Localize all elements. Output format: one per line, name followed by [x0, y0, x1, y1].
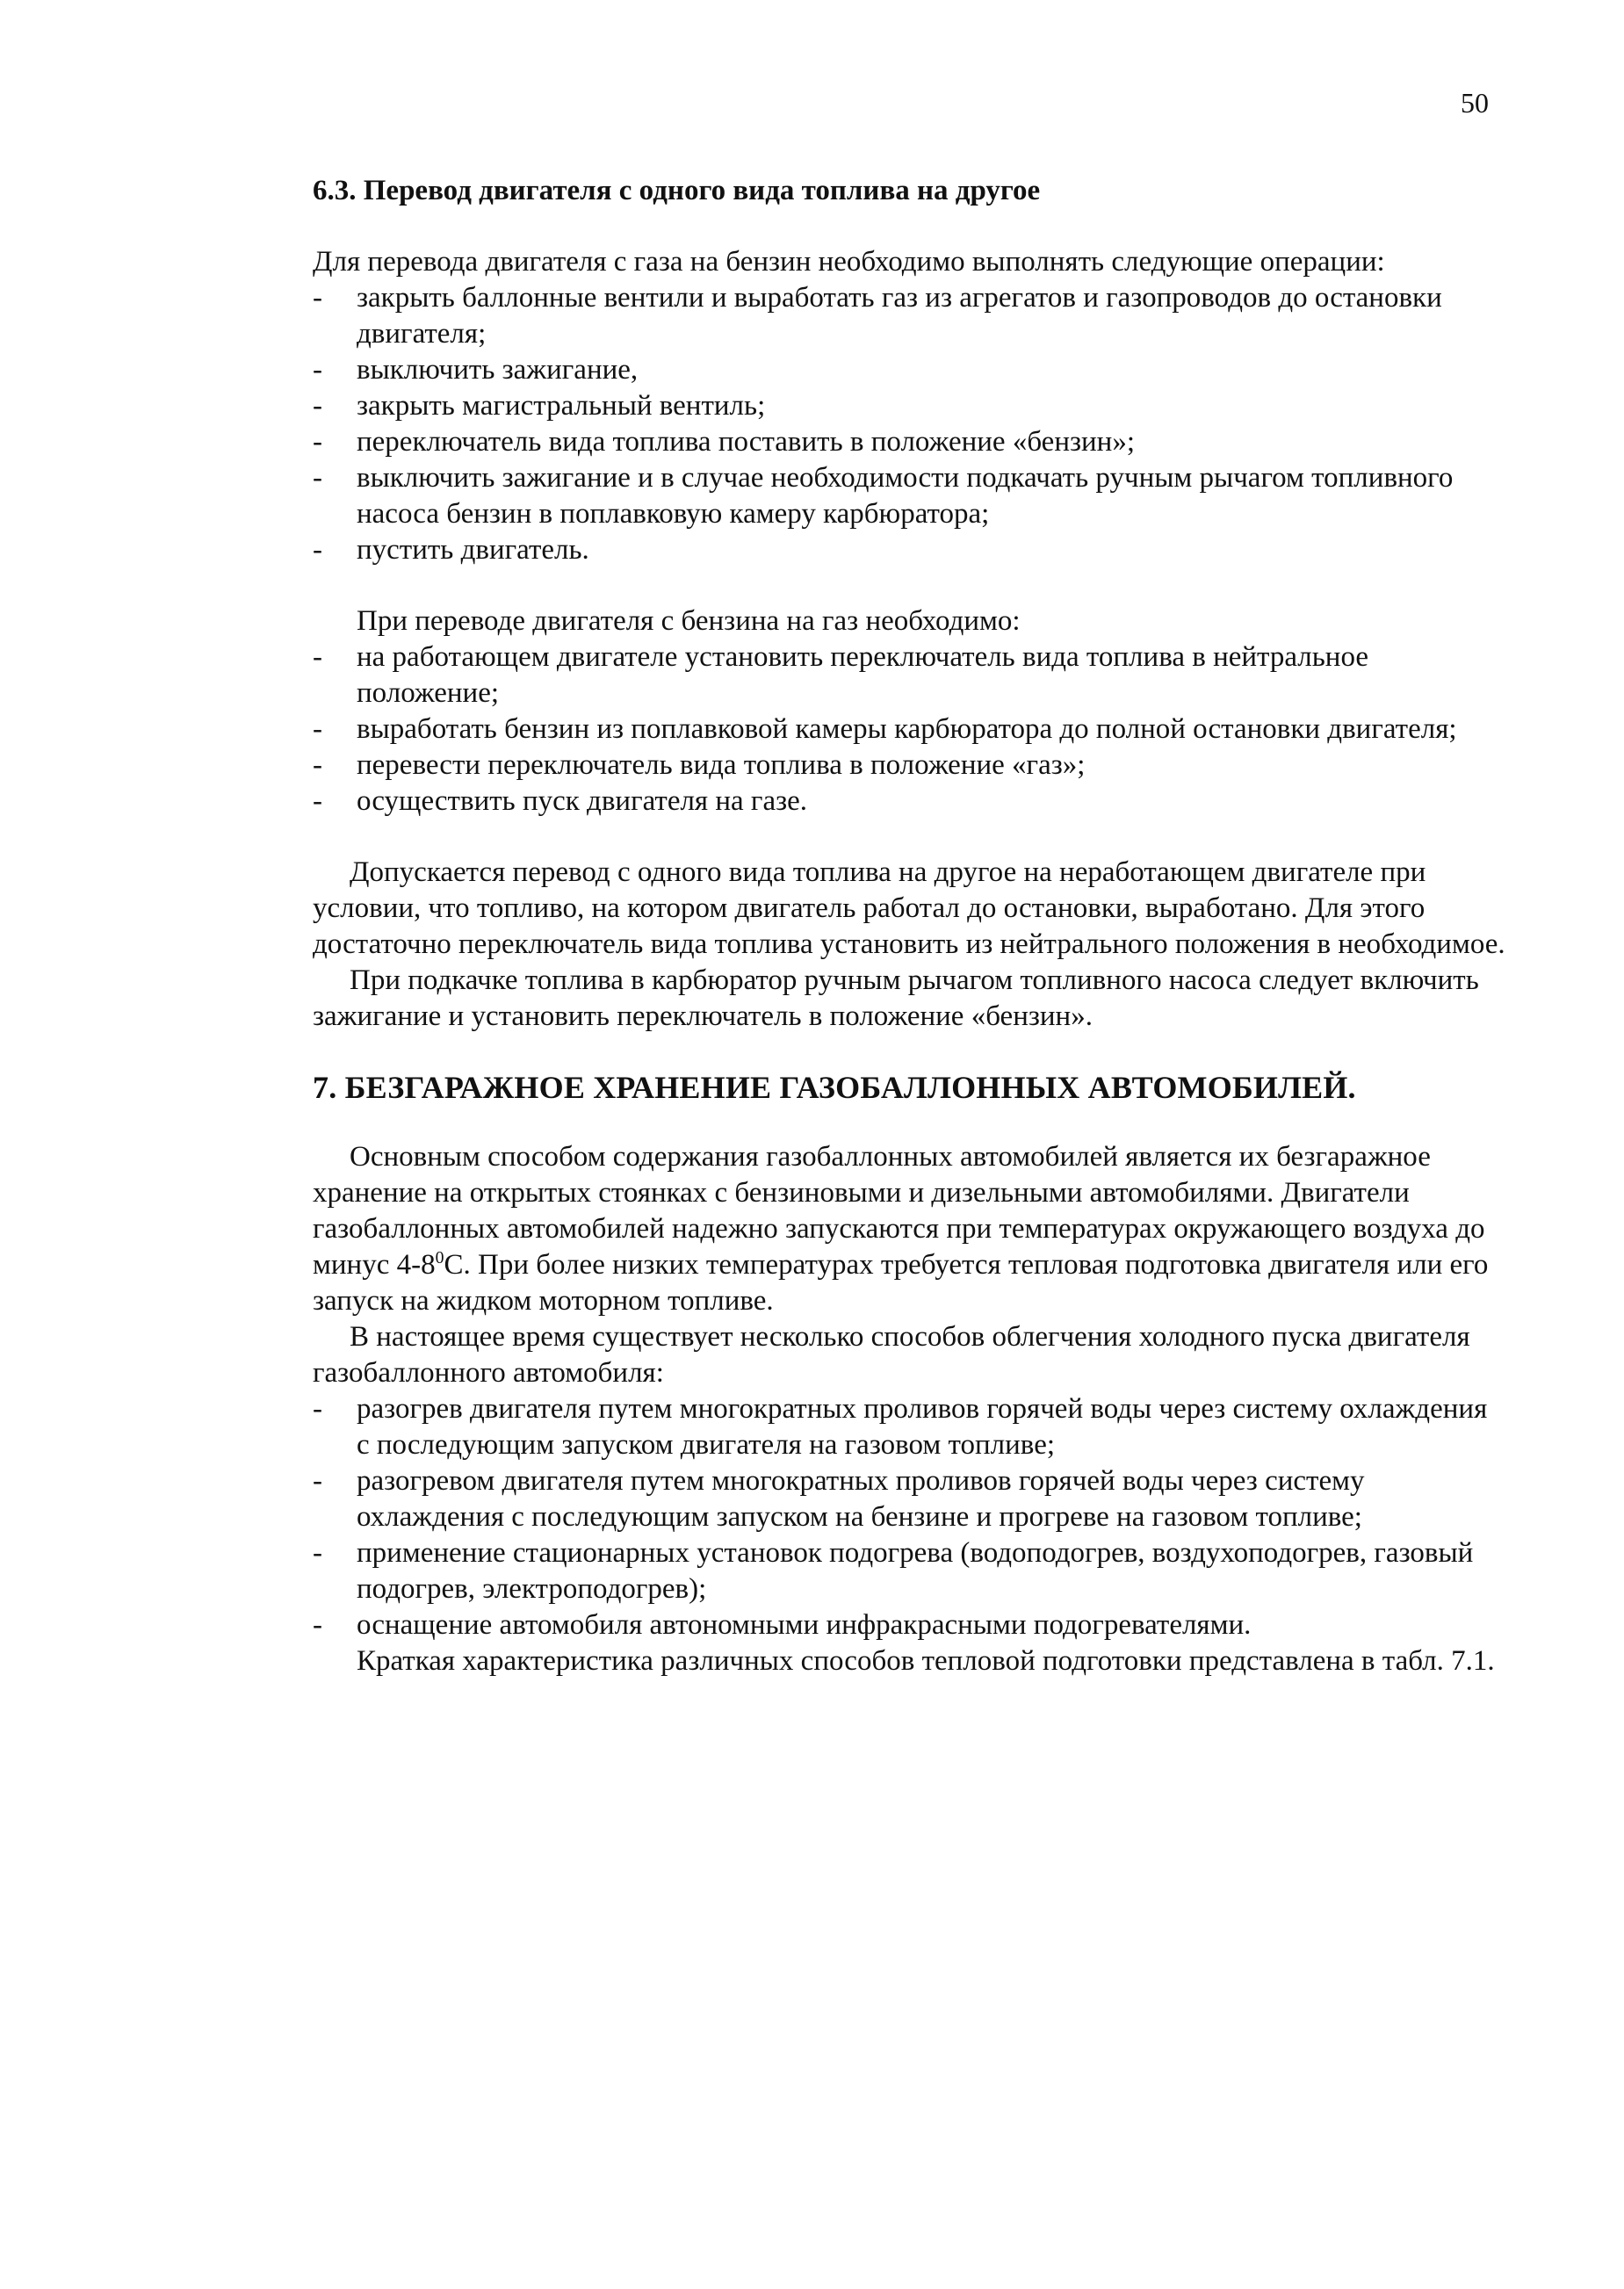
- cold-start-methods: [313, 1391, 1507, 1643]
- paragraph-text: Основным способом содержания газобаллонных автомобилей является их безгаражное хранение на открытых стоянках с бензиновыми и дизельными автомобилями. Двигатели газобаллонных автомобилей надежно запускаются при температурах окружающего воздуха до минус 4-8: [313, 1141, 1485, 1281]
- list-item: [313, 460, 1507, 532]
- section-7-closing: Краткая характеристика различных способов тепловой подготовки представлена в табл. 7.1.: [357, 1645, 1495, 1677]
- dash-bullet: -: [313, 1393, 322, 1425]
- list-item: [313, 747, 1507, 783]
- list-item-text: выключить зажигание,: [357, 354, 639, 386]
- dash-bullet: -: [313, 713, 322, 745]
- list-item-text: на работающем двигателе установить переключатель вида топлива в нейтральное положение;: [357, 641, 1369, 709]
- list-item: [313, 1535, 1507, 1607]
- list-item-text: разогревом двигателя путем многократных проливов горячей воды через систему охлаждения с последующим запуском на бензине и прогреве на газовом топливе;: [357, 1465, 1365, 1533]
- gas-to-petrol-steps: [313, 280, 1507, 568]
- dash-bullet: -: [313, 534, 322, 566]
- list-item-text: разогрев двигателя путем многократных проливов горячей воды через систему охлаждения с последующим запуском двигателя на газовом топливе;: [357, 1393, 1488, 1461]
- dash-bullet: -: [313, 1537, 322, 1569]
- list-item: [313, 388, 1507, 424]
- list-item: [313, 1607, 1507, 1643]
- list-item-text: выключить зажигание и в случае необходимости подкачать ручным рычагом топливного насоса бензин в поплавковую камеру карбюратора;: [357, 462, 1454, 530]
- list-item: [313, 711, 1507, 747]
- petrol-to-gas-steps: [313, 639, 1507, 820]
- dash-bullet: -: [313, 354, 322, 386]
- dash-bullet: -: [313, 282, 322, 314]
- page-content: [313, 173, 1507, 1679]
- list-item-text: применение стационарных установок подогрева (водоподогрев, воздухоподогрев, газовый подогрев, электроподогрев);: [357, 1537, 1474, 1605]
- section-6-3-intro-2: При переводе двигателя с бензина на газ необходимо:: [357, 605, 1021, 637]
- section-6-3-title: 6.3. Перевод двигателя с одного вида топлива на другое: [313, 175, 1041, 206]
- dash-bullet: -: [313, 641, 322, 673]
- list-item-text: оснащение автомобиля автономными инфракрасными подогревателями.: [357, 1609, 1252, 1641]
- list-item-text: закрыть магистральный вентиль;: [357, 390, 766, 422]
- section-7-paragraph-1: [313, 1139, 1507, 1319]
- dash-bullet: -: [313, 1465, 322, 1497]
- list-item-text: осуществить пуск двигателя на газе.: [357, 785, 808, 817]
- section-6-3-paragraph-2: При подкачке топлива в карбюратор ручным рычагом топливного насоса следует включить зажигание и установить переключатель в положение «бензин».: [313, 964, 1479, 1032]
- list-item: [313, 639, 1507, 711]
- paragraph-text: С. При более низких температурах требуется тепловая подготовка двигателя или его запуск на жидком моторном топливе.: [313, 1249, 1489, 1317]
- section-6-3-intro: Для перевода двигателя с газа на бензин необходимо выполнять следующие операции:: [313, 246, 1385, 278]
- list-item-text: перевести переключатель вида топлива в положение «газ»;: [357, 749, 1086, 781]
- dash-bullet: -: [313, 1609, 322, 1641]
- section-7-title: 7. БЕЗГАРАЖНОЕ ХРАНЕНИЕ ГАЗОБАЛЛОННЫХ АВТОМОБИЛЕЙ.: [313, 1070, 1356, 1105]
- list-item-text: переключатель вида топлива поставить в положение «бензин»;: [357, 426, 1136, 458]
- list-item: [313, 532, 1507, 568]
- dash-bullet: -: [313, 426, 322, 458]
- list-item-text: выработать бензин из поплавковой камеры карбюратора до полной остановки двигателя;: [357, 713, 1457, 745]
- dash-bullet: -: [313, 462, 322, 494]
- section-7-paragraph-2: В настоящее время существует несколько способов облегчения холодного пуска двигателя газобаллонного автомобиля:: [313, 1321, 1470, 1389]
- list-item: [313, 1463, 1507, 1535]
- dash-bullet: -: [313, 390, 322, 422]
- list-item: [313, 280, 1507, 352]
- list-item-text: закрыть баллонные вентили и выработать газ из агрегатов и газопроводов до остановки двигателя;: [357, 282, 1442, 350]
- list-item: [313, 424, 1507, 460]
- list-item: [313, 1391, 1507, 1463]
- list-item: [313, 783, 1507, 820]
- section-6-3-paragraph-1: Допускается перевод с одного вида топлива на другое на неработающем двигателе при условии, что топливо, на котором двигатель работал до остановки, выработано. Для этого достаточно переключатель вида топлива установить из нейтрального положения в необходимое.: [313, 856, 1505, 960]
- list-item: [313, 352, 1507, 388]
- dash-bullet: -: [313, 749, 322, 781]
- degree-superscript: 0: [435, 1248, 444, 1267]
- page-number: 50: [1461, 87, 1489, 119]
- dash-bullet: -: [313, 785, 322, 817]
- list-item-text: пустить двигатель.: [357, 534, 589, 566]
